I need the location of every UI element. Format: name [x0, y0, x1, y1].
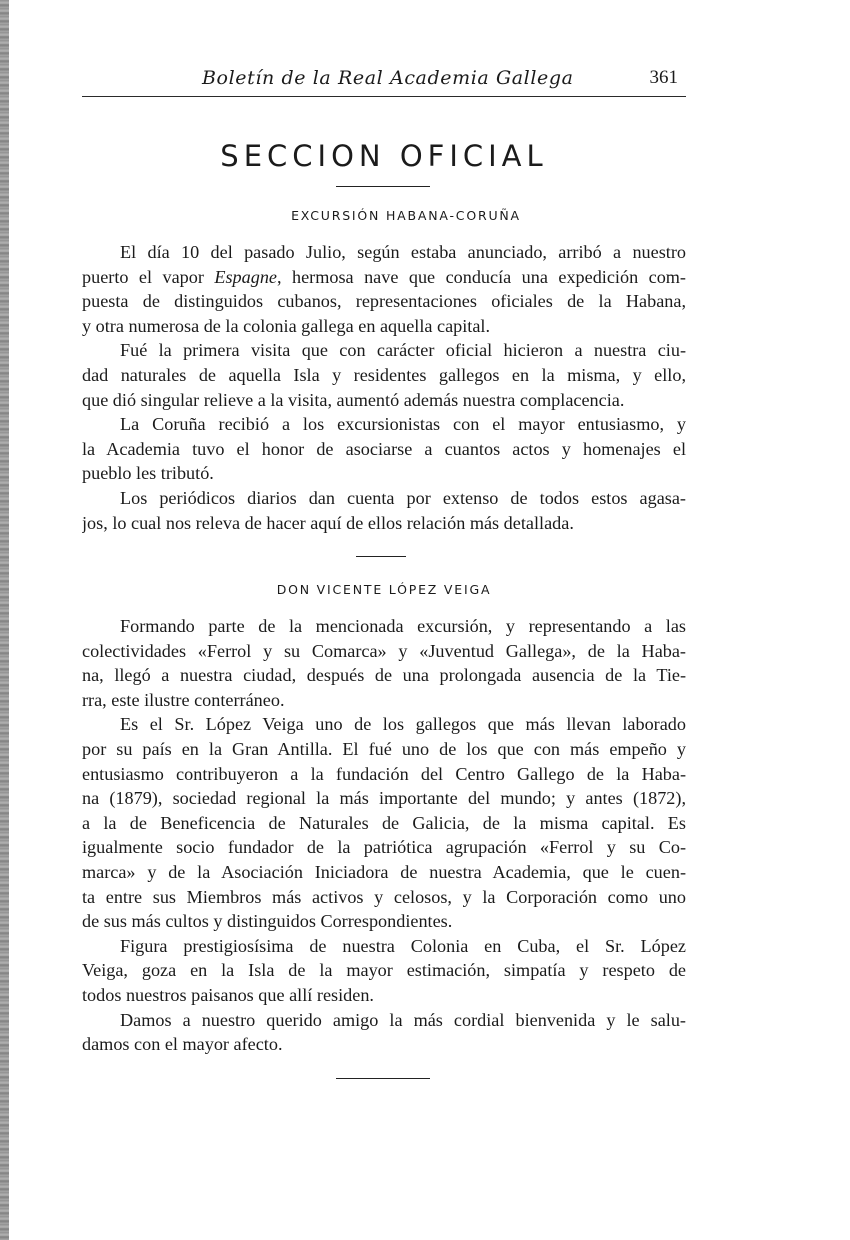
running-header	[82, 62, 686, 97]
text-line: jos, lo cual nos releva de hacer aquí de ellos relación más detallada.	[82, 512, 574, 533]
text-line: Fué la primera visita que con carácter oficial hicieron a nuestra ciu-	[120, 340, 686, 361]
text-line: dad naturales de aquella Isla y residentes gallegos en la misma, y ello,	[82, 364, 686, 385]
text-line: Figura prestigiosísima de nuestra Colonia en Cuba, el Sr. López	[120, 935, 686, 956]
article-body-lopez-veiga	[82, 614, 686, 1057]
text-line: colectividades «Ferrol y su Comarca» y «Juventud Gallega», de la Haba-	[82, 640, 686, 661]
text-line: damos con el mayor afecto.	[82, 1034, 283, 1055]
text-line: El día 10 del pasado Julio, según estaba anunciado, arribó a nuestro	[120, 242, 686, 262]
text-line: la Academia tuvo el honor de asociarse a cuantos actos y homenajes el	[82, 438, 686, 459]
scan-edge	[0, 0, 9, 1240]
text-line: na, llegó a nuestra ciudad, después de una prolongada ausencia de la Tie-	[82, 665, 686, 686]
text-line: entusiasmo contribuyeron a la fundación del Centro Gallego de la Haba-	[82, 763, 686, 784]
text-line: Formando parte de la mencionada excursión, y representando a las	[120, 616, 686, 636]
text-line: puesta de distinguidos cubanos, representaciones oficiales de la Habana,	[82, 291, 686, 312]
ship-name: Espagne	[214, 266, 277, 287]
text-line: na (1879), sociedad regional la más importante del mundo; y antes (1872),	[82, 788, 686, 809]
text-line: igualmente socio fundador de la patriótica agrupación «Ferrol y su Co-	[82, 837, 686, 858]
running-title: Boletín de la Real Academia Gallega	[202, 67, 574, 89]
article-separator	[356, 556, 406, 557]
text-line: rra, este ilustre conterráneo.	[82, 689, 285, 710]
text-line: por su país en la Gran Antilla. El fué uno de los que con más empeño y	[82, 738, 686, 759]
article-body-excursion	[82, 240, 686, 535]
text-line: que dió singular relieve a la visita, aumentó además nuestra complacencia.	[82, 389, 625, 410]
closing-rule	[336, 1078, 430, 1079]
article-heading-lopez-veiga: DON VICENTE LÓPEZ VEIGA	[276, 582, 492, 597]
text-line: puerto el vapor Espagne, hermosa nave que conducía una expedición com-	[82, 266, 686, 287]
text-line: Los periódicos diarios dan cuenta por extenso de todos estos agasa-	[120, 487, 686, 508]
text-line: Damos a nuestro querido amigo la más cordial bienvenida y le salu-	[120, 1009, 686, 1030]
text-line: La Coruña recibió a los excursionistas con el mayor entusiasmo, y	[120, 414, 686, 435]
text-line: y otra numerosa de la colonia gallega en aquella capital.	[82, 315, 491, 336]
document-page	[82, 0, 686, 1240]
text-line: marca» y de la Asociación Iniciadora de nuestra Academia, que le cuen-	[82, 861, 686, 882]
section-title: SECCION OFICIAL	[220, 139, 548, 173]
text-line: Veiga, goza en la Isla de la mayor estimación, simpatía y respeto de	[82, 960, 686, 981]
text-line: pueblo les tributó.	[82, 463, 214, 484]
text-line: todos nuestros paisanos que allí residen.	[82, 984, 374, 1005]
text-line: Es el Sr. López Veiga uno de los gallegos que más llevan laborado	[120, 714, 686, 735]
title-rule	[336, 186, 430, 187]
text-line: a la de Beneficencia de Naturales de Galicia, de la misma capital. Es	[82, 812, 686, 833]
page-number: 361	[649, 67, 678, 88]
text-line: ta entre sus Miembros más activos y celosos, y la Corporación como uno	[82, 886, 686, 907]
article-heading-excursion: EXCURSIÓN HABANA-CORUÑA	[291, 208, 521, 223]
text-line: de sus más cultos y distinguidos Correspondientes.	[82, 911, 453, 932]
